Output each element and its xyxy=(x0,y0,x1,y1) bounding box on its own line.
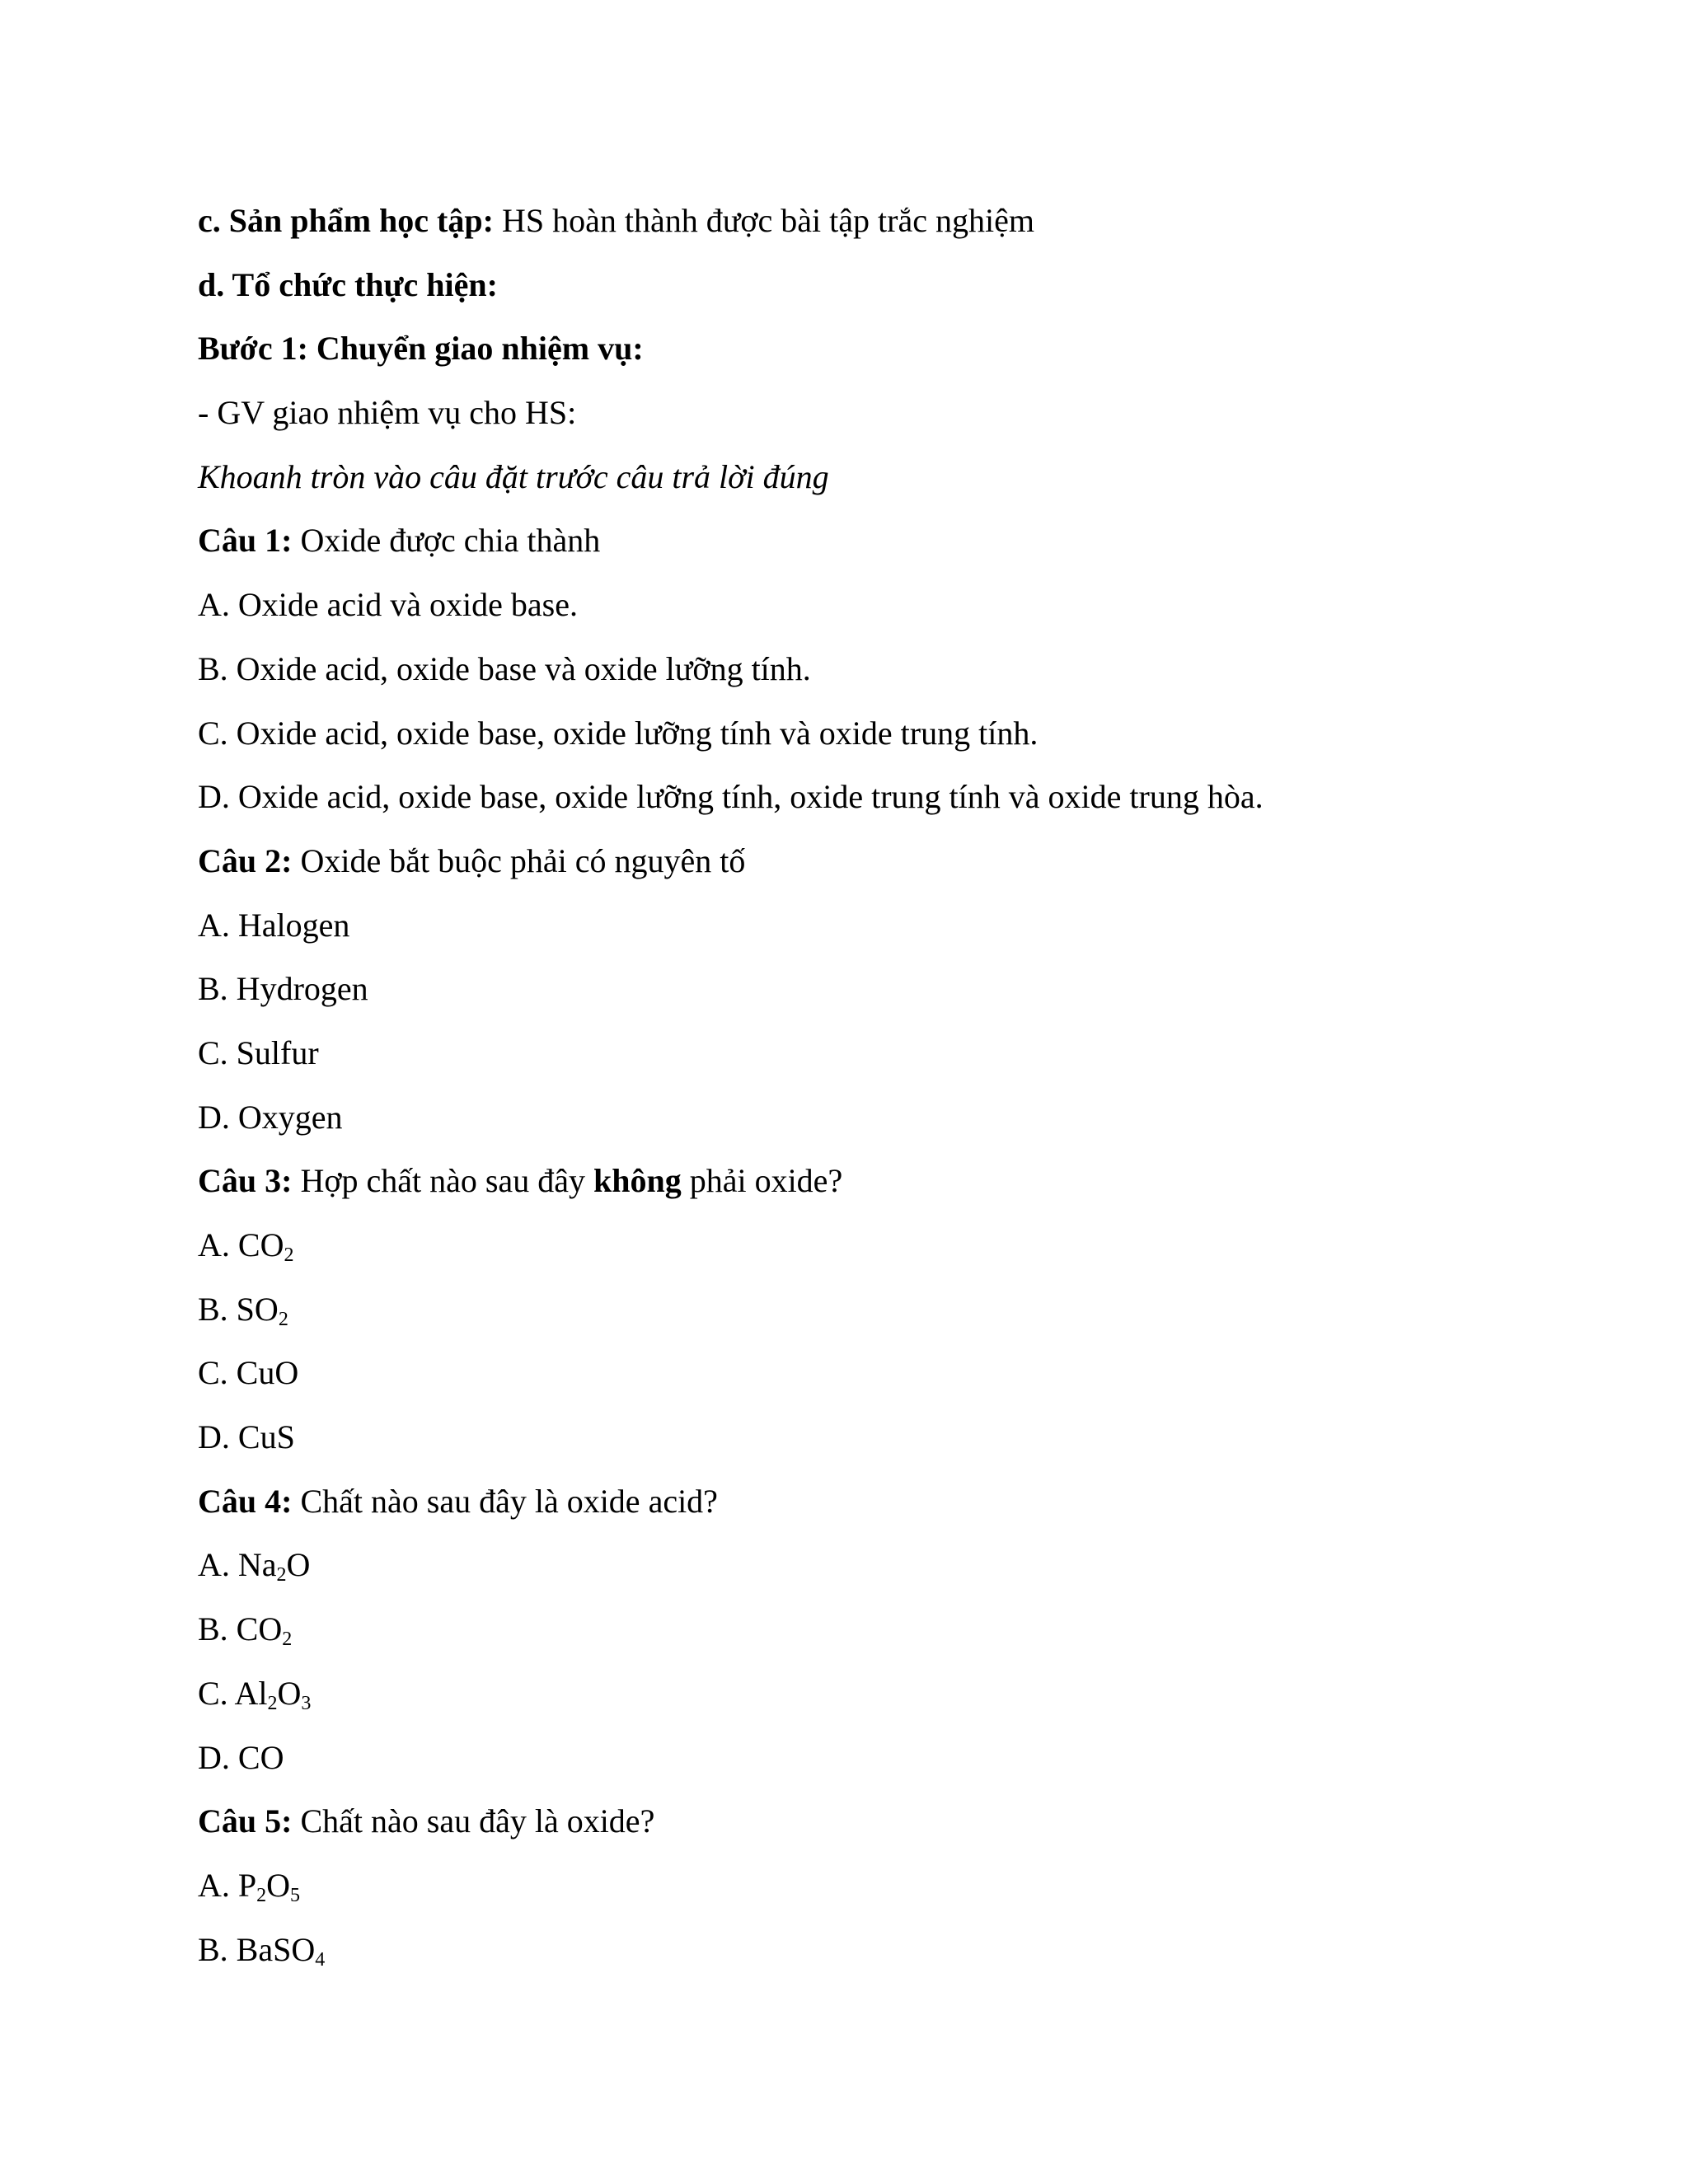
question-3-option-c: C. CuO xyxy=(198,1354,299,1392)
question-1-label: Câu 1: xyxy=(198,522,293,560)
question-4-option-c: C. $Al_2O_3$ xyxy=(198,1674,312,1714)
question-4-text: Chất nào sau đây là oxide acid? xyxy=(292,1482,718,1520)
teacher-task-line: - GV giao nhiệm vụ cho HS: xyxy=(198,394,577,432)
question-1 xyxy=(198,514,1599,579)
question-3 xyxy=(198,1155,1599,1219)
question-5-text: Chất nào sau đây là oxide? xyxy=(292,1802,655,1840)
question-3-option-d: D. CuS xyxy=(198,1418,295,1456)
question-2-option-c: C. Sulfur xyxy=(198,1033,319,1071)
question-4-option-b: B. $CO_2$ xyxy=(198,1610,293,1651)
question-5 xyxy=(198,1795,1599,1859)
question-3-text-before: Hợp chất nào sau đây xyxy=(292,1162,593,1200)
question-2-option-b: B. Hydrogen xyxy=(198,970,368,1008)
organization-heading: d. Tổ chức thực hiện: xyxy=(198,265,498,303)
question-2-text: Oxide bắt buộc phải có nguyên tố xyxy=(292,841,746,879)
question-1-text: Oxide được chia thành xyxy=(292,522,601,560)
question-4-option-a: A. $Na_2O$ xyxy=(198,1546,311,1586)
step1-heading: Bước 1: Chuyển giao nhiệm vụ: xyxy=(198,330,644,368)
learning-product-line xyxy=(198,194,1599,259)
question-3-option-a: A. $CO_2$ xyxy=(198,1226,294,1266)
question-5-label: Câu 5: xyxy=(198,1802,293,1840)
instruction-line: Khoanh tròn vào câu đặt trước câu trả lời đúng xyxy=(198,457,829,495)
question-2 xyxy=(198,835,1599,899)
question-1-option-d: D. Oxide acid, oxide base, oxide lưỡng tính, oxide trung tính và oxide trung hòa. xyxy=(198,778,1264,816)
question-2-option-d: D. Oxygen xyxy=(198,1098,343,1136)
question-5-option-b: B. BaSO$_4$ xyxy=(198,1930,326,1971)
question-2-option-a: A. Halogen xyxy=(198,906,350,944)
question-4-label: Câu 4: xyxy=(198,1482,293,1520)
question-1-option-a: A. Oxide acid và oxide base. xyxy=(198,586,578,624)
document-page xyxy=(198,194,1599,1987)
question-4 xyxy=(198,1475,1599,1540)
question-1-option-b: B. Oxide acid, oxide base và oxide lưỡng tính. xyxy=(198,649,811,687)
learning-product-label: c. Sản phẩm học tập: xyxy=(198,202,494,239)
question-3-label: Câu 3: xyxy=(198,1162,293,1200)
question-3-text-after: phải oxide? xyxy=(681,1162,843,1200)
question-5-option-a: A. $P_2O_5$ xyxy=(198,1866,301,1906)
question-3-option-b: B. $SO_2$ xyxy=(198,1290,288,1330)
learning-product-text: HS hoàn thành được bài tập trắc nghiệm xyxy=(493,202,1034,239)
question-1-option-c: C. Oxide acid, oxide base, oxide lưỡng tính và oxide trung tính. xyxy=(198,714,1039,752)
question-3-text-emphasis: không xyxy=(593,1162,682,1200)
question-4-option-d: D. CO xyxy=(198,1738,284,1776)
question-2-label: Câu 2: xyxy=(198,841,293,879)
